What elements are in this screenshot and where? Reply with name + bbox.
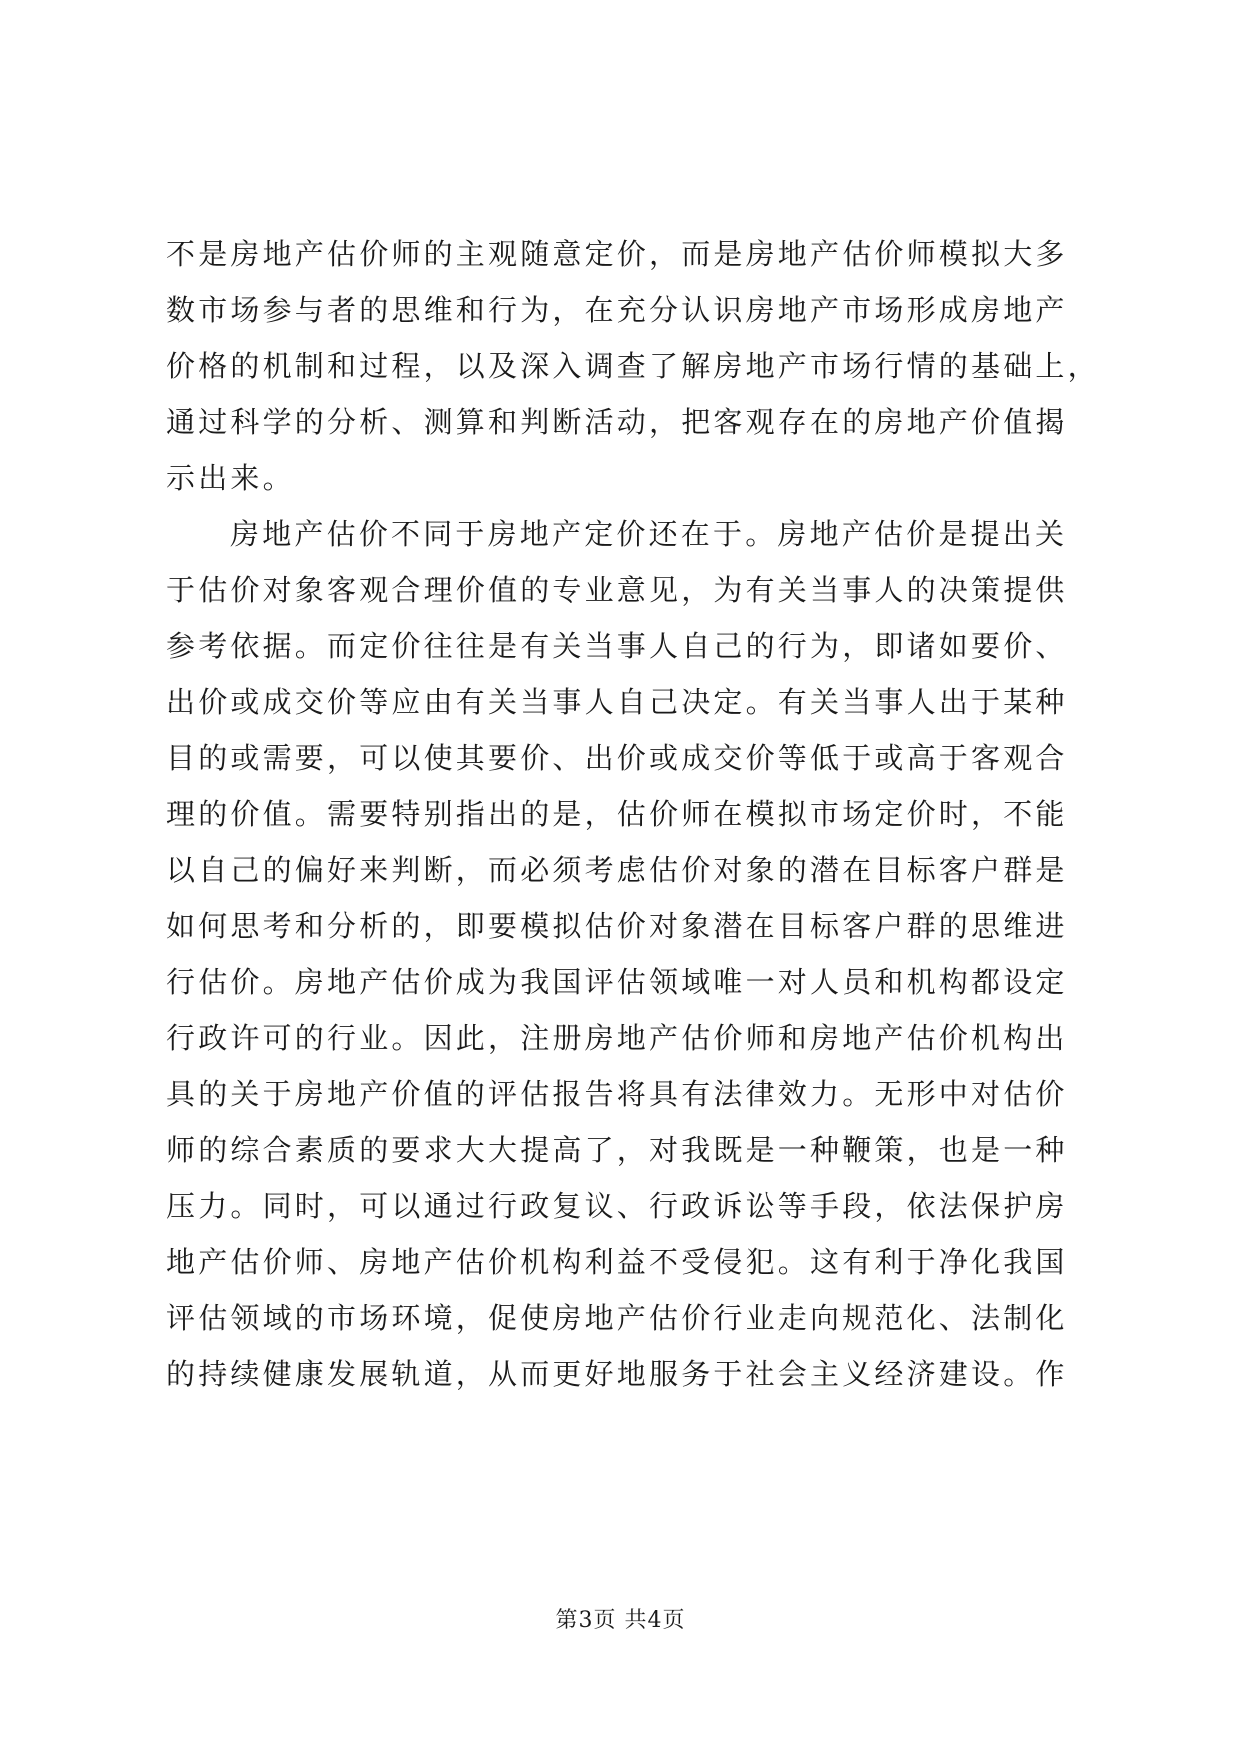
text-line: 行估价。房地产估价成为我国评估领域唯一对人员和机构都设定 [166, 965, 1068, 999]
text-line: 理的价值。需要特别指出的是，估价师在模拟市场定价时，不能 [166, 797, 1068, 831]
text-line: 不是房地产估价师的主观随意定价，而是房地产估价师模拟大多 [166, 237, 1068, 271]
text-line: 师的综合素质的要求大大提高了，对我既是一种鞭策，也是一种 [166, 1133, 1068, 1167]
text-line: 以自己的偏好来判断，而必须考虑估价对象的潜在目标客户群是 [166, 853, 1068, 887]
text-line: 行政许可的行业。因此，注册房地产估价师和房地产估价机构出 [166, 1021, 1068, 1055]
text-line: 价格的机制和过程，以及深入调查了解房地产市场行情的基础上， [166, 349, 1100, 383]
page-number: 第3页 共4页 [555, 1608, 686, 1633]
body-text [166, 226, 1100, 1402]
text-line: 具的关于房地产价值的评估报告将具有法律效力。无形中对估价 [166, 1077, 1068, 1111]
text-line: 的持续健康发展轨道，从而更好地服务于社会主义经济建设。作 [166, 1357, 1068, 1391]
text-line: 通过科学的分析、测算和判断活动，把客观存在的房地产价值揭 [166, 405, 1068, 439]
text-line: 目的或需要，可以使其要价、出价或成交价等低于或高于客观合 [166, 741, 1068, 775]
text-line: 数市场参与者的思维和行为，在充分认识房地产市场形成房地产 [166, 293, 1068, 327]
text-line: 于估价对象客观合理价值的专业意见，为有关当事人的决策提供 [166, 573, 1068, 607]
text-line: 出价或成交价等应由有关当事人自己决定。有关当事人出于某种 [166, 685, 1068, 719]
page-footer [0, 1606, 1241, 1636]
paragraph-start-line: 房地产估价不同于房地产定价还在于。房地产估价是提出关 [230, 517, 1068, 551]
text-line: 如何思考和分析的，即要模拟估价对象潜在目标客户群的思维进 [166, 909, 1068, 943]
text-line: 参考依据。而定价往往是有关当事人自己的行为，即诸如要价、 [166, 629, 1068, 663]
text-line: 地产估价师、房地产估价机构利益不受侵犯。这有利于净化我国 [166, 1245, 1068, 1279]
text-line: 评估领域的市场环境，促使房地产估价行业走向规范化、法制化 [166, 1301, 1068, 1335]
text-line: 示出来。 [166, 461, 295, 495]
text-line: 压力。同时，可以通过行政复议、行政诉讼等手段，依法保护房 [166, 1189, 1068, 1223]
